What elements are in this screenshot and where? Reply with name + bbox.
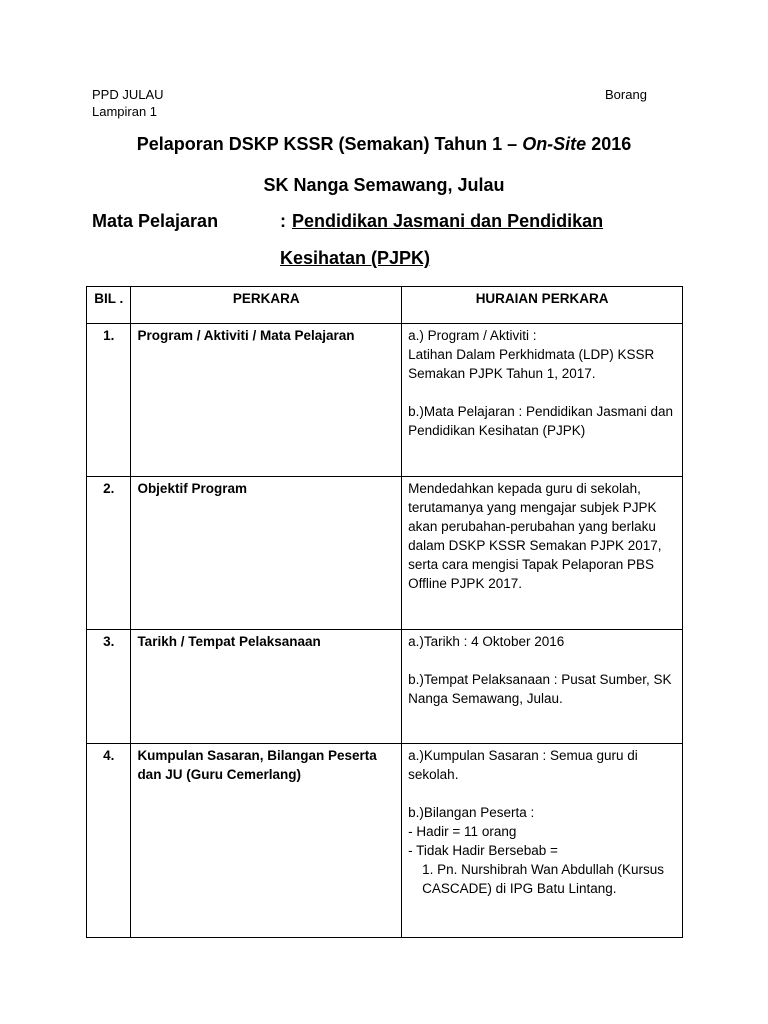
subject-value-line2: Kesihatan (PJPK) — [280, 248, 431, 268]
header-perkara: PERKARA — [131, 287, 402, 324]
header-attachment: Lampiran 1 — [92, 104, 158, 119]
title-part1: Pelaporan DSKP KSSR (Semakan) Tahun 1 – — [136, 134, 523, 154]
row-perkara: Tarikh / Tempat Pelaksanaan — [131, 630, 402, 744]
subject-value-line1: Pendidikan Jasmani dan Pendidikan — [292, 211, 604, 231]
report-table — [86, 286, 683, 938]
row-perkara: Kumpulan Sasaran, Bilangan Peserta dan JU (Guru Cemerlang) — [131, 744, 402, 938]
title-part2: 2016 — [586, 134, 632, 154]
header-form-label: Borang — [605, 87, 647, 102]
huraian-text: - Hadir = 11 orang — [408, 824, 517, 839]
huraian-text: a.)Kumpulan Sasaran : Semua guru di sekolah. — [408, 748, 638, 782]
row-huraian — [402, 630, 683, 744]
header-huraian: HURAIAN PERKARA — [402, 287, 683, 324]
huraian-text: Latihan Dalam Perkhidmata (LDP) KSSR Semakan PJPK Tahun 1, 2017. — [408, 347, 655, 381]
row-perkara: Program / Aktiviti / Mata Pelajaran — [131, 324, 402, 477]
school-name: SK Nanga Semawang, Julau — [263, 175, 505, 195]
row-perkara: Objektif Program — [131, 477, 402, 630]
huraian-text: a.)Tarikh : 4 Oktober 2016 — [408, 634, 565, 649]
title-italic: On-Site — [522, 134, 587, 154]
subject-colon: : — [280, 211, 286, 231]
row-huraian — [402, 324, 683, 477]
row-huraian — [402, 477, 683, 630]
table-header-row — [87, 287, 683, 324]
table-row — [87, 324, 683, 477]
subject-label: Mata Pelajaran — [92, 211, 219, 231]
header-district: PPD JULAU — [92, 87, 164, 102]
row-huraian — [402, 744, 683, 938]
huraian-text: b.)Bilangan Peserta : — [408, 805, 535, 820]
row-number: 2. — [87, 477, 131, 630]
huraian-text: Mendedahkan kepada guru di sekolah, terutamanya yang mengajar subjek PJPK akan perubahan-perubahan yang berlaku dalam DSKP KSSR Semakan PJPK 2017, serta cara mengisi Tapak Pelaporan PBS Offline PJPK 2017. — [408, 481, 662, 591]
huraian-text: a.) Program / Aktiviti : — [408, 328, 537, 343]
huraian-text: b.)Tempat Pelaksanaan : Pusat Sumber, SK Nanga Semawang, Julau. — [408, 672, 672, 706]
header-left — [92, 86, 164, 120]
document-title — [0, 134, 768, 155]
huraian-text: b.)Mata Pelajaran : Pendidikan Jasmani dan Pendidikan Kesihatan (PJPK) — [408, 404, 674, 438]
header-bil: BIL . — [87, 287, 131, 324]
table-row — [87, 630, 683, 744]
huraian-text: 1. Pn. Nurshibrah Wan Abdullah (Kursus CASCADE) di IPG Batu Lintang. — [422, 862, 665, 896]
row-number: 3. — [87, 630, 131, 744]
row-number: 4. — [87, 744, 131, 938]
row-number: 1. — [87, 324, 131, 477]
table-row — [87, 744, 683, 938]
huraian-text: - Tidak Hadir Bersebab = — [408, 843, 558, 858]
table-row — [87, 477, 683, 630]
